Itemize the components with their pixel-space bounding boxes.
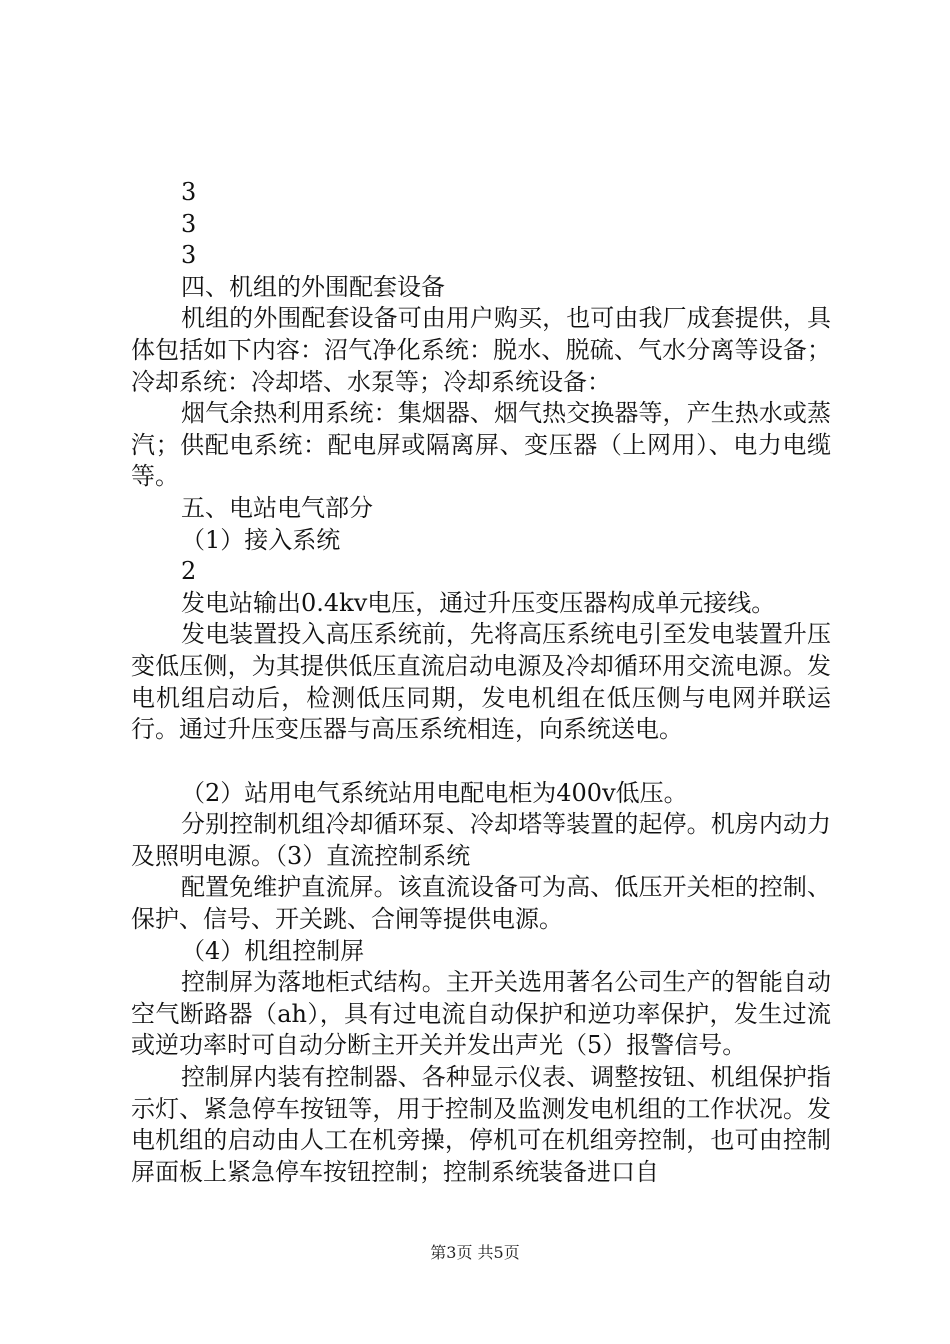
subheading-control-panel: （4）机组控制屏 — [181, 936, 365, 965]
subheading-grid-connection: （1）接入系统 — [181, 525, 341, 554]
paragraph-output-voltage: 发电站输出0.4kv电压，通过升压变压器构成单元接线。 — [181, 588, 776, 617]
document-body — [131, 177, 831, 1188]
section-heading-peripheral-equipment: 四、机组的外围配套设备 — [181, 272, 445, 301]
page-number-fragment: 3 — [181, 209, 197, 238]
paragraph-dc-panel: 配置免维护直流屏。该直流设备可为高、低压开关柜的控制、保护、信号、开关跳、合闸等提供电源。 — [131, 873, 831, 934]
page-number-fragment: 3 — [181, 178, 197, 206]
paragraph-control-panel-structure: 控制屏为落地柜式结构。主开关选用著名公司生产的智能自动空气断路器（ah），具有过电流自动保护和逆功率保护，发生过流或逆功率时可自动分断主开关并发出声光（5）报警信号。 — [131, 968, 831, 1060]
page-footer: 第3页 共5页 — [430, 1243, 520, 1262]
paragraph-spacer — [131, 746, 831, 778]
section-heading-electrical: 五、电站电气部分 — [181, 493, 373, 522]
paragraph-peripheral-equipment: 机组的外围配套设备可由用户购买，也可由我厂成套提供，具体包括如下内容：沼气净化系统：脱水、脱硫、气水分离等设备；冷却系统：冷却塔、水泵等；冷却系统设备： — [131, 304, 831, 396]
paragraph-control-panel-contents: 控制屏内装有控制器、各种显示仪表、调整按钮、机组保护指示灯、紧急停车按钮等，用于控制及监测发电机组的工作状况。发电机组的启动由人工在机旁操，停机可在机组旁控制，也可由控制屏面板上紧急停车按钮控制；控制系统装备进口自 — [131, 1063, 831, 1186]
subheading-station-electrical: （2）站用电气系统站用电配电柜为400v低压。 — [181, 778, 688, 807]
paragraph-flue-gas-heat: 烟气余热利用系统：集烟器、烟气热交换器等，产生热水或蒸汽；供配电系统：配电屏或隔离屏、变压器（上网用）、电力电缆等。 — [131, 399, 831, 491]
paragraph-high-voltage-connection: 发电装置投入高压系统前，先将高压系统电引至发电装置升压变低压侧，为其提供低压直流启动电源及冷却循环用交流电源。发电机组启动后，检测低压同期，发电机组在低压侧与电网并联运行。通过升压变压器与高压系统相连，向系统送电。 — [131, 620, 831, 744]
page-number-fragment: 3 — [181, 241, 197, 270]
paragraph-pump-control: 分别控制机组冷却循环泵、冷却塔等装置的起停。机房内动力及照明电源。（3）直流控制系统 — [131, 810, 831, 870]
page-number-fragment: 2 — [181, 557, 197, 586]
